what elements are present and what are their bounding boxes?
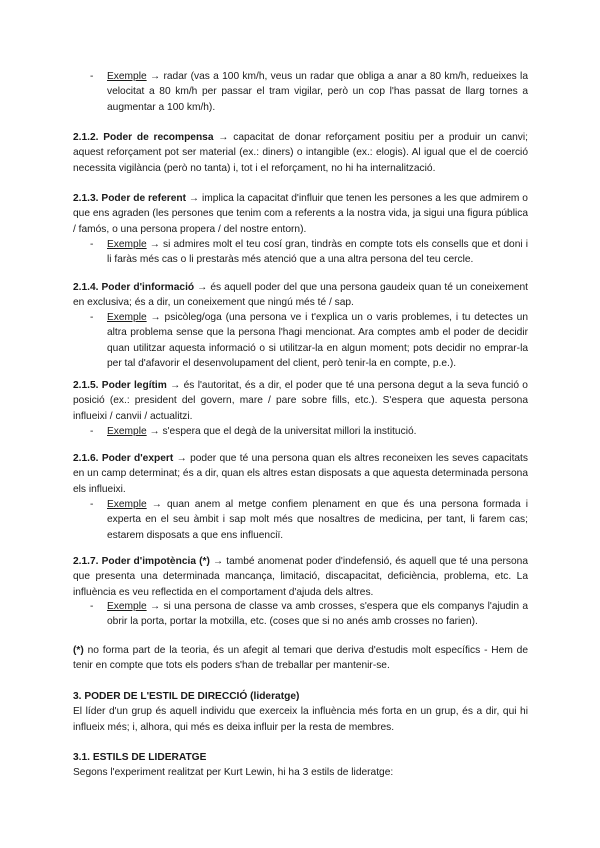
paragraph-text: també anomenat poder d'indefensió, és aquell que té una persona que presenta una determinada mancança, limitació, discapacitat, deficiència, problema, etc. La influència es veu reflectida en el comportament d'ajuda dels altres. xyxy=(73,556,528,598)
example-label: Exemple xyxy=(107,499,147,510)
arrow-symbol: → xyxy=(176,453,187,464)
example-label: Exemple xyxy=(107,239,147,250)
section-heading: 2.1.6. Poder d'expert xyxy=(73,453,174,464)
example-label: Exemple xyxy=(107,71,147,82)
arrow-symbol: → xyxy=(149,239,160,250)
paragraph-text: capacitat de donar reforçament positiu per a produir un canvi; aquest reforçament pot ser material (ex.: diners) o intangible (ex.: elogis). Al igual que el de coerció necessita vigilància (però no tanta) i, tot i el reforçament, no hi ha internalització. xyxy=(73,132,528,174)
note-paragraph xyxy=(73,643,528,674)
bullet-dash: - xyxy=(90,239,94,250)
example-text: quan anem al metge confiem plenament en que és una persona formada i experta en el seu àmbit i sap molt més que nosaltres de medicina, per tant, li farem cas; estarem disposats a que ens influenciï. xyxy=(107,499,528,541)
list-item xyxy=(92,497,528,543)
paragraph-text: implica la capacitat d'influir que tenen les persones a les que admirem o que ens agraden (les persones que tenim com a referents a la nostra vida, ja sigui una figura pública / famós, o una persona propera / del nostre entorn). xyxy=(73,193,528,235)
paragraph-text: Segons l'experiment realitzat per Kurt Lewin, hi ha 3 estils de lideratge: xyxy=(73,767,394,779)
example-text: psicòleg/oga (una persona ve i t'explica un o varis problemes, i tu detectes un altra problema sense que la persona l'hagi mencionat. Ara comptes amb el poder de decidir quan utilitzar aquesta informació o si utilitzar-la en algun moment; pots decidir no emprar-la per tal d'afavorir el desenvolupament del client, però tenir-la en compte, p.e.). xyxy=(107,312,528,370)
arrow-symbol: → xyxy=(218,132,229,143)
paragraph-text: és aquell poder del que una persona gaudeix quan té un coneixement en exclusiva; és a dir, un coneixement que ningú més té / sap. xyxy=(73,282,528,309)
section-3-1 xyxy=(73,750,528,781)
arrow-symbol: → xyxy=(149,601,161,612)
section-heading: 3. PODER DE L'ESTIL DE DIRECCIÓ (lideratge) xyxy=(73,691,300,702)
section-heading: 3.1. ESTILS DE LIDERATGE xyxy=(73,752,207,763)
paragraph-text: és l'autoritat, és a dir, el poder que té una persona degut a la seva funció o posició (ex.: president del govern, mare / pare sobre fills, etc.). S'espera que aquesta persona influeixi / canvii / actualitzi. xyxy=(73,380,528,422)
legitimate-power-paragraph xyxy=(73,378,528,424)
bullet-dash: - xyxy=(90,71,94,82)
section-3 xyxy=(73,689,528,735)
bullet-dash: - xyxy=(90,499,94,510)
arrow-symbol: → xyxy=(150,312,161,323)
arrow-symbol: → xyxy=(149,426,160,437)
section-heading: 2.1.7. Poder d'impotència (*) xyxy=(73,556,210,567)
section-heading: 2.1.2. Poder de recompensa xyxy=(73,132,214,143)
information-power-paragraph xyxy=(73,280,528,311)
example-label: Exemple xyxy=(107,601,147,612)
section-heading: 2.1.5. Poder legítim xyxy=(73,380,167,391)
example-text: si una persona de classe va amb crosses, s'espera que els companys l'ajudin a obrir la porta, portar la motxilla, etc. (coses que si no anés amb crosses no farien). xyxy=(107,601,528,628)
list-item xyxy=(92,424,528,439)
list-item xyxy=(92,237,528,268)
bullet-dash: - xyxy=(90,312,94,323)
bullet-dash: - xyxy=(90,426,94,437)
paragraph-text: poder que té una persona quan els altres reconeixen les seves capacitats en un camp determinat; és a dir, quan els altres estan disposats a que aquesta determinada persona els influeixi. xyxy=(73,453,528,495)
example-label: Exemple xyxy=(107,426,147,437)
example-text: s'espera que el degà de la universitat millori la institució. xyxy=(162,426,417,437)
section-heading: 2.1.3. Poder de referent xyxy=(73,193,186,204)
arrow-symbol: → xyxy=(170,380,181,391)
arrow-symbol: → xyxy=(151,499,162,510)
note-text: no forma part de la teoria, és un afegit al temari que deriva d'estudis molt específics - Hem de tenir en compte que tots els poders s'han de treballar per mantenir-se. xyxy=(73,645,528,672)
arrow-symbol: → xyxy=(197,282,208,293)
section-heading: 2.1.4. Poder d'informació xyxy=(73,282,195,293)
paragraph-text: El líder d'un grup és aquell individu que exerceix la influència més forta en un grup, és a dir, qui hi influeix més; i, alhora, qui més es deixa influir per la resta de membres. xyxy=(73,706,528,733)
note-marker: (*) xyxy=(73,645,84,656)
referent-power-paragraph xyxy=(73,191,528,237)
arrow-symbol: → xyxy=(212,556,224,567)
bullet-dash: - xyxy=(90,601,94,612)
arrow-symbol: → xyxy=(149,71,161,82)
impotence-power-paragraph xyxy=(73,554,528,600)
list-item xyxy=(92,599,528,630)
example-text: radar (vas a 100 km/h, veus un radar que obliga a anar a 80 km/h, redueixes la velocitat a 80 km/h per passar el tram vigilar, però un cop l'has passat de llarg tornes a augmentar a 100 km/h). xyxy=(107,71,528,113)
expert-power-paragraph xyxy=(73,451,528,497)
list-item xyxy=(92,69,528,115)
reward-power-paragraph xyxy=(73,130,528,176)
example-label: Exemple xyxy=(107,312,147,323)
example-text: si admires molt el teu cosí gran, tindràs en compte tots els consells que et doni i li faràs més cas o li prestaràs més atenció que a una altra persona del teu cercle. xyxy=(107,239,528,266)
arrow-symbol: → xyxy=(188,193,200,204)
list-item xyxy=(92,310,528,372)
